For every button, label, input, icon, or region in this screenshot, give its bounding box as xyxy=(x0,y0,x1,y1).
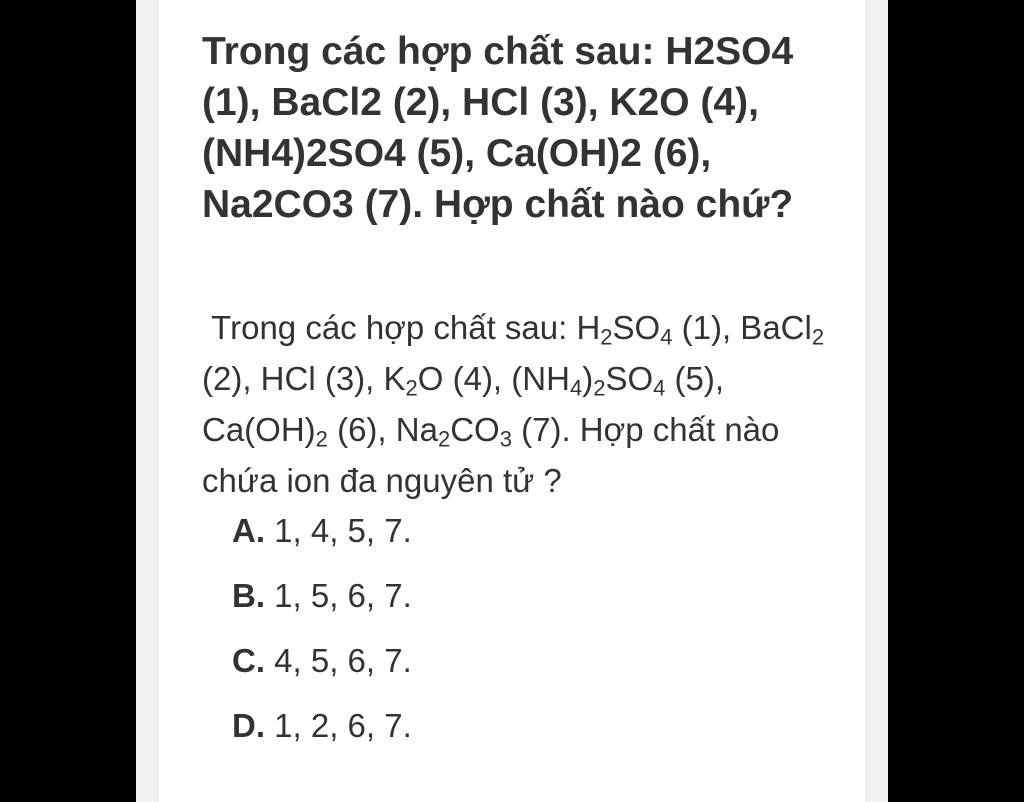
question-title: Trong các hợp chất sau: H2SO4 (1), BaCl2 (2), HCl (3), K2O (4), (NH4)2SO4 (5), Ca(OH)2 (6), Na2CO3 (7). Hợp chất nào chứ? xyxy=(202,30,794,226)
body-text: (5), Ca(OH) xyxy=(202,360,725,448)
body-text: (1), BaCl xyxy=(672,309,812,346)
subscript: 4 xyxy=(653,375,666,401)
option-letter: B. xyxy=(232,577,265,614)
body-text: O (4), (NH xyxy=(417,360,570,397)
subscript: 2 xyxy=(437,426,451,452)
option-text: 4, 5, 6, 7. xyxy=(265,642,412,679)
page-panel xyxy=(136,0,888,802)
body-text: SO xyxy=(612,309,661,346)
body-text: (2), HCl (3), K xyxy=(202,360,406,397)
subscript: 2 xyxy=(811,324,825,350)
subscript: 4 xyxy=(569,375,583,401)
option-text: 1, 5, 6, 7. xyxy=(265,577,412,614)
option-b[interactable] xyxy=(232,570,412,635)
subscript: 2 xyxy=(593,375,606,401)
subscript: 3 xyxy=(499,426,512,452)
option-letter: D. xyxy=(232,707,265,744)
option-d[interactable] xyxy=(232,700,412,765)
body-text: (7). Hợp chất nào chứa ion đa nguyên tử ? xyxy=(202,411,780,499)
body-text: ) xyxy=(582,360,594,397)
subscript: 2 xyxy=(405,375,418,401)
option-letter: A. xyxy=(232,512,265,549)
option-c[interactable] xyxy=(232,635,412,700)
body-text: (6), Na xyxy=(327,411,438,448)
answer-options xyxy=(232,505,412,765)
body-text: CO xyxy=(450,411,500,448)
body-text: Trong các hợp chất sau: H xyxy=(211,309,601,346)
option-text: 1, 2, 6, 7. xyxy=(265,707,412,744)
option-a[interactable] xyxy=(232,505,412,570)
subscript: 2 xyxy=(600,324,613,350)
option-letter: C. xyxy=(232,642,265,679)
question-body xyxy=(202,302,842,506)
option-text: 1, 4, 5, 7. xyxy=(265,512,412,549)
subscript: 4 xyxy=(660,324,673,350)
subscript: 2 xyxy=(315,426,328,452)
body-text: SO xyxy=(605,360,654,397)
question-card xyxy=(159,0,865,802)
